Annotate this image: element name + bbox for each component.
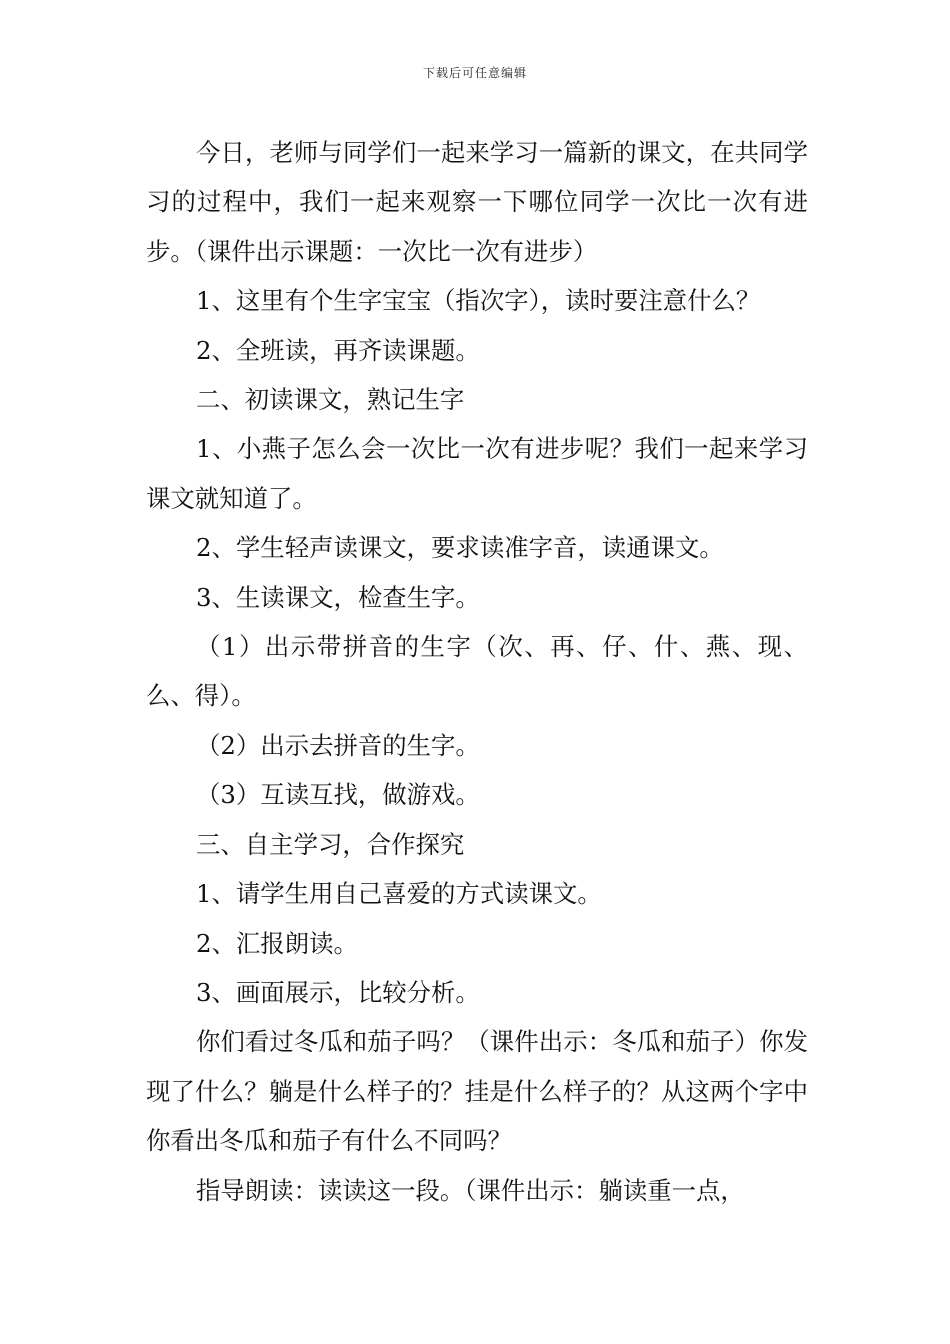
paragraph-item: 2、学生轻声读课文，要求读准字音，读通课文。 [196,533,724,563]
paragraph-item: 1、这里有个生字宝宝（指次字），读时要注意什么？ [196,286,761,316]
paragraph-body: 你们看过冬瓜和茄子吗？（课件出示：冬瓜和茄子）你发现了什么？躺是什么样子的？挂是什么样子的？从这两个字中你看出冬瓜和茄子有什么不同吗？ [146,1027,808,1156]
section-heading: 三、自主学习，合作探究 [196,829,465,859]
paragraph-item: 3、画面展示，比较分析。 [196,977,480,1007]
paragraph-body: 指导朗读：读读这一段。（课件出示：躺读重一点， [196,1175,745,1205]
paragraph-item: 1、小燕子怎么会一次比一次有进步呢？我们一起来学习课文就知道了。 [146,434,808,513]
page-header: 下载后可任意编辑 [422,66,527,80]
section-heading: 二、初读课文，熟记生字 [196,385,465,415]
paragraph-item: 2、汇报朗读。 [196,928,358,958]
paragraph-intro: 今日，老师与同学们一起来学习一篇新的课文，在共同学习的过程中，我们一起来观察一下哪位同学一次比一次有进步。（课件出示课题：一次比一次有进步） [146,138,808,266]
paragraph-subitem: （1）出示带拼音的生字（次、再、仔、什、燕、现、么、得）。 [146,632,808,711]
paragraph-item: 2、全班读，再齐读课题。 [196,335,480,365]
paragraph-subitem: （2）出示去拼音的生字。 [196,730,480,760]
document-body [146,128,808,1215]
paragraph-item: 3、生读课文，检查生字。 [196,582,480,612]
paragraph-item: 1、请学生用自己喜爱的方式读课文。 [196,879,602,909]
paragraph-subitem: （3）互读互找，做游戏。 [196,780,480,810]
